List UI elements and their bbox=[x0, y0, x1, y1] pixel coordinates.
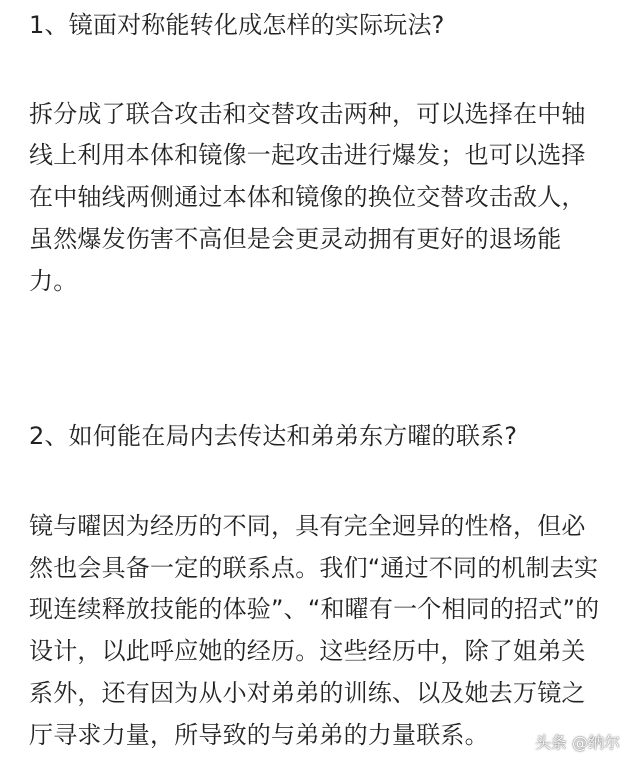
answer-1-line-3: 在中轴线两侧通过本体和镜像的换位交替攻击敌人， bbox=[29, 183, 586, 211]
answer-2-line-6: 厅寻求力量，所导致的与弟弟的力量联系。 bbox=[29, 721, 489, 749]
answer-2-line-5: 系外，还有因为从小对弟弟的训练、以及她去万镜之 bbox=[29, 679, 586, 707]
watermark: 头条 @纳尔 bbox=[534, 733, 620, 752]
answer-2-line-2: 然也会具备一定的联系点。我们“通过不同的机制去实 bbox=[29, 554, 599, 582]
answer-1-line-5: 力。 bbox=[29, 267, 78, 295]
answer-1-line-2: 线上利用本体和镜像一起攻击进行爆发；也可以选择 bbox=[29, 141, 586, 169]
answer-2-line-1: 镜与曜因为经历的不同，具有完全迥异的性格，但必 bbox=[29, 512, 586, 540]
answer-2-line-4: 设计，以此呼应她的经历。这些经历中，除了姐弟关 bbox=[29, 637, 586, 665]
answer-1-line-1: 拆分成了联合攻击和交替攻击两种，可以选择在中轴 bbox=[29, 100, 586, 128]
answer-2-line-3: 现连续释放技能的体验”、“和曜有一个相同的招式”的 bbox=[29, 595, 600, 623]
question-2: 2、如何能在局内去传达和弟弟东方曜的联系? bbox=[29, 422, 518, 450]
question-1: 1、镜面对称能转化成怎样的实际玩法? bbox=[29, 11, 445, 39]
answer-1-line-4: 虽然爆发伤害不高但是会更灵动拥有更好的退场能 bbox=[29, 225, 562, 253]
